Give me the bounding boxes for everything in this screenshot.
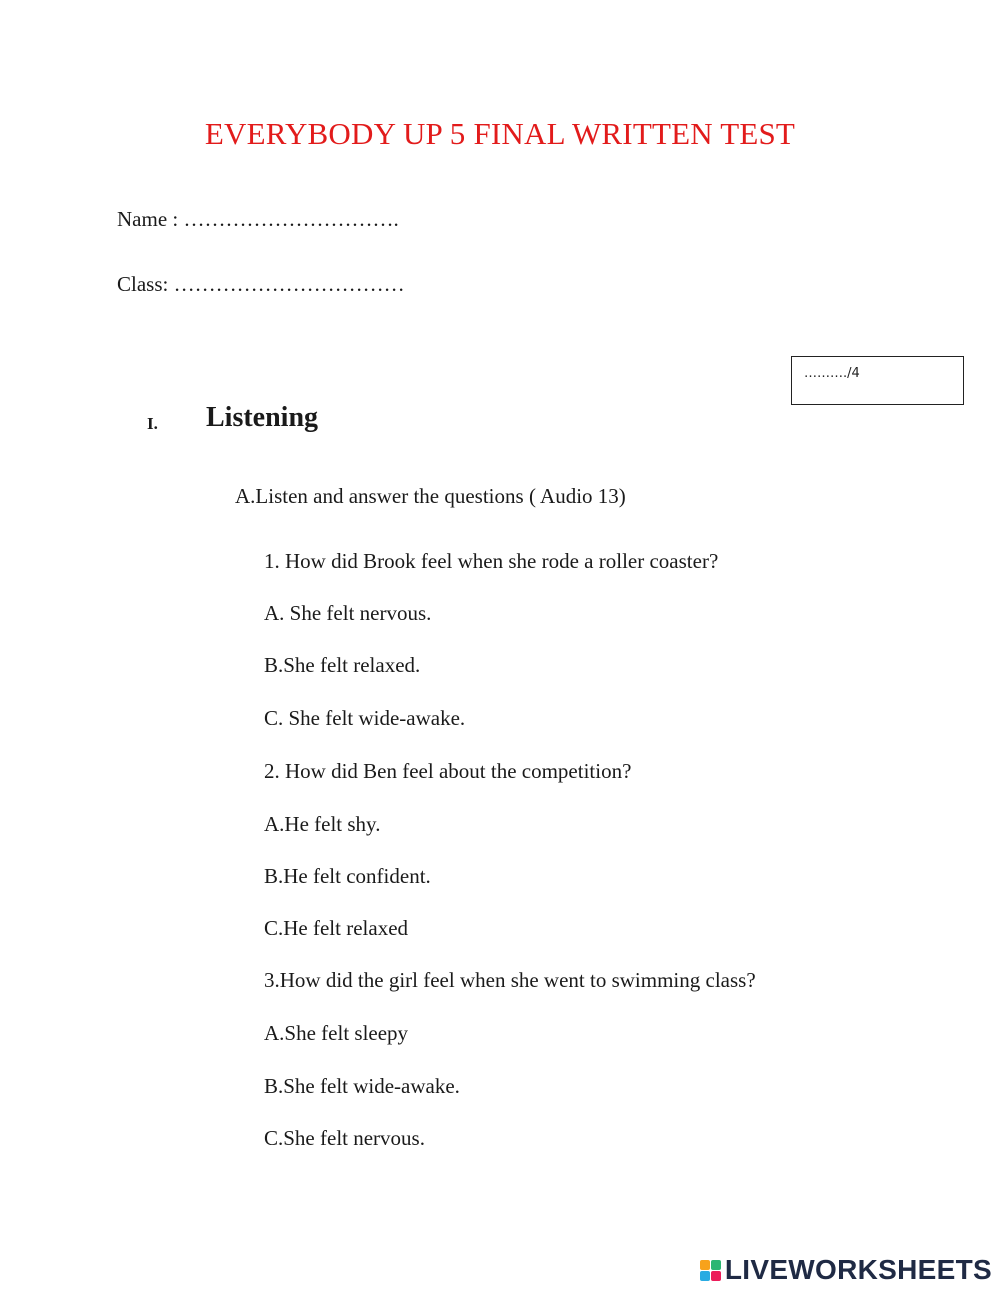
class-field-label: Class: …………………………… <box>117 272 405 296</box>
logo-block <box>711 1260 721 1270</box>
question-1-option-c: C. She felt wide-awake. <box>264 706 466 730</box>
logo-text: LIVEWORKSHEETS <box>724 1254 992 1285</box>
question-3-option-a: A.She felt sleepy <box>264 1021 409 1045</box>
logo-block <box>711 1271 721 1281</box>
question-1: 1. How did Brook feel when she rode a roller coaster? <box>264 549 719 573</box>
question-2: 2. How did Ben feel about the competition? <box>264 759 632 783</box>
question-3-option-b: B.She felt wide-awake. <box>264 1074 460 1098</box>
liveworksheets-logo <box>700 1254 992 1286</box>
question-3-option-c: C.She felt nervous. <box>264 1126 425 1150</box>
logo-block <box>700 1260 710 1270</box>
score-box <box>791 356 964 405</box>
section-number: I. <box>147 414 158 433</box>
page-title: EVERYBODY UP 5 FINAL WRITTEN TEST <box>204 116 796 151</box>
instruction-text: A.Listen and answer the questions ( Audio 13) <box>235 484 626 508</box>
question-2-option-b: B.He felt confident. <box>264 864 431 888</box>
question-1-option-a: A. She felt nervous. <box>264 601 432 625</box>
section-title: Listening <box>206 402 319 433</box>
liveworksheets-blocks-icon <box>700 1260 721 1281</box>
question-2-option-a: A.He felt shy. <box>264 812 381 836</box>
logo-block <box>700 1271 710 1281</box>
question-3: 3.How did the girl feel when she went to swimming class? <box>264 968 756 992</box>
name-field-label: Name : …………………………. <box>117 207 399 231</box>
question-1-option-b: B.She felt relaxed. <box>264 653 421 677</box>
question-2-option-c: C.He felt relaxed <box>264 916 409 940</box>
score-text: ………./4 <box>804 366 860 381</box>
